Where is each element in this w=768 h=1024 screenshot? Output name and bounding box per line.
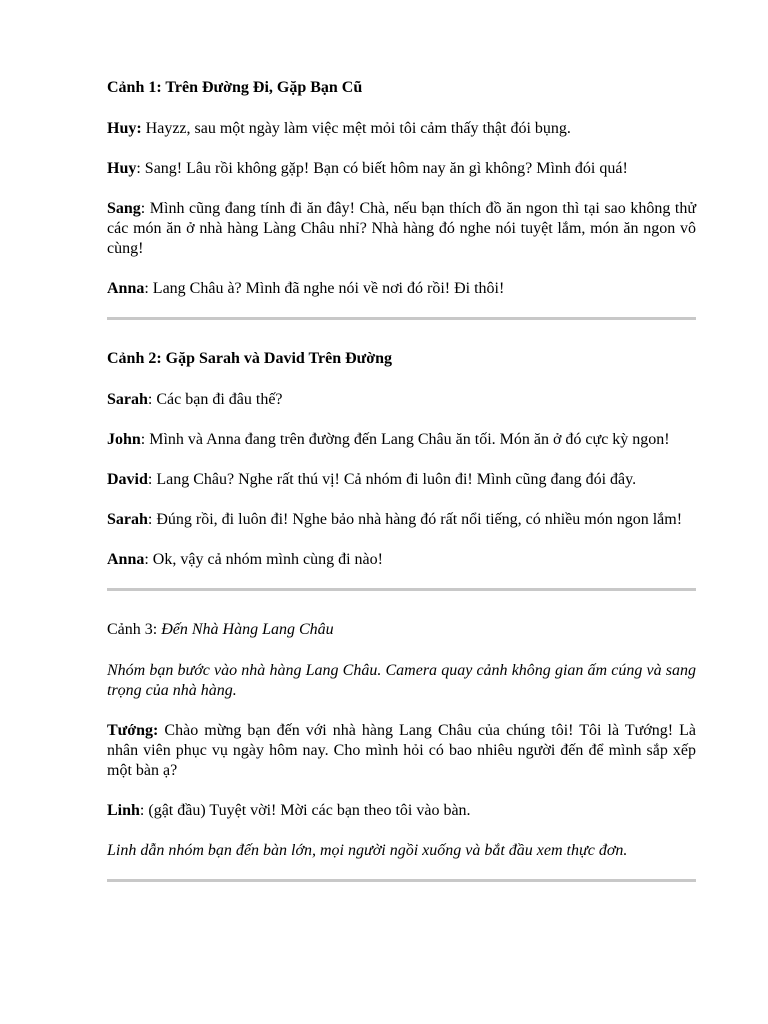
speaker-name: Huy [107,160,137,177]
speaker-name: Huy: [107,120,142,137]
dialogue-text: : (gật đầu) Tuyệt vời! Mời các bạn theo tôi vào bàn. [139,802,471,819]
speaker-name: David [107,471,148,488]
dialogue-text: : Mình cũng đang tính đi ăn đây! Chà, nếu bạn thích đồ ăn ngon thì tại sao không thử các món ăn ở nhà hàng Làng Châu nhỉ? Nhà hàng đó nghe nói tuyệt lắm, món ăn ngon vô cùng! [107,200,696,257]
speaker-name: Tướng: [107,722,159,739]
dialogue-text: Chào mừng bạn đến với nhà hàng Lang Châu của chúng tôi! Tôi là Tướng! Là nhân viên phục vụ ngày hôm nay. Cho mình hỏi có bao nhiêu người đến để mình sắp xếp một bàn ạ? [107,722,696,779]
dialogue-line [107,721,696,781]
dialogue-text: : Lang Châu? Nghe rất thú vị! Cả nhóm đi luôn đi! Mình cũng đang đói đây. [147,471,637,488]
horizontal-divider [107,317,696,320]
dialogue-line [107,801,696,821]
dialogue-line [107,199,696,259]
dialogue-text: Hayzz, sau một ngày làm việc mệt mỏi tôi cảm thấy thật đói bụng. [141,120,571,137]
stage-direction: Linh dẫn nhóm bạn đến bàn lớn, mọi người ngồi xuống và bắt đầu xem thực đơn. [107,842,628,859]
scene3-heading [107,620,696,640]
speaker-name: Sarah [107,511,148,528]
speaker-name: John [107,431,141,448]
dialogue-line [107,510,696,530]
dialogue-text: : Các bạn đi đâu thế? [147,391,283,408]
scene3-heading-title: Đến Nhà Hàng Lang Châu [161,621,334,638]
dialogue-text: : Ok, vậy cả nhóm mình cùng đi nào! [144,551,383,568]
scene2-heading: Cảnh 2: Gặp Sarah và David Trên Đường [107,350,393,367]
dialogue-line [107,279,696,299]
horizontal-divider [107,879,696,882]
dialogue-text: : Lang Châu à? Mình đã nghe nói về nơi đó rồi! Đi thôi! [144,280,505,297]
speaker-name: Sang [107,200,141,217]
horizontal-divider [107,588,696,591]
speaker-name: Linh [107,802,140,819]
dialogue-line [107,159,696,179]
dialogue-text: : Mình và Anna đang trên đường đến Lang Châu ăn tối. Món ăn ở đó cực kỳ ngon! [140,431,670,448]
scene1-heading: Cảnh 1: Trên Đường Đi, Gặp Bạn Cũ [107,79,363,96]
dialogue-line [107,470,696,490]
dialogue-line [107,119,696,139]
dialogue-line [107,430,696,450]
dialogue-line [107,550,696,570]
scene3-heading-prefix: Cảnh 3: [107,621,162,638]
dialogue-text: : Đúng rồi, đi luôn đi! Nghe bảo nhà hàng đó rất nổi tiếng, có nhiều món ngon lắm! [147,511,683,528]
dialogue-line [107,390,696,410]
speaker-name: Anna [107,280,145,297]
dialogue-text: : Sang! Lâu rồi không gặp! Bạn có biết hôm nay ăn gì không? Mình đói quá! [136,160,628,177]
document-content [107,78,696,911]
stage-direction: Nhóm bạn bước vào nhà hàng Lang Châu. Camera quay cảnh không gian ấm cúng và sang trọng của nhà hàng. [107,662,696,699]
speaker-name: Anna [107,551,145,568]
speaker-name: Sarah [107,391,148,408]
